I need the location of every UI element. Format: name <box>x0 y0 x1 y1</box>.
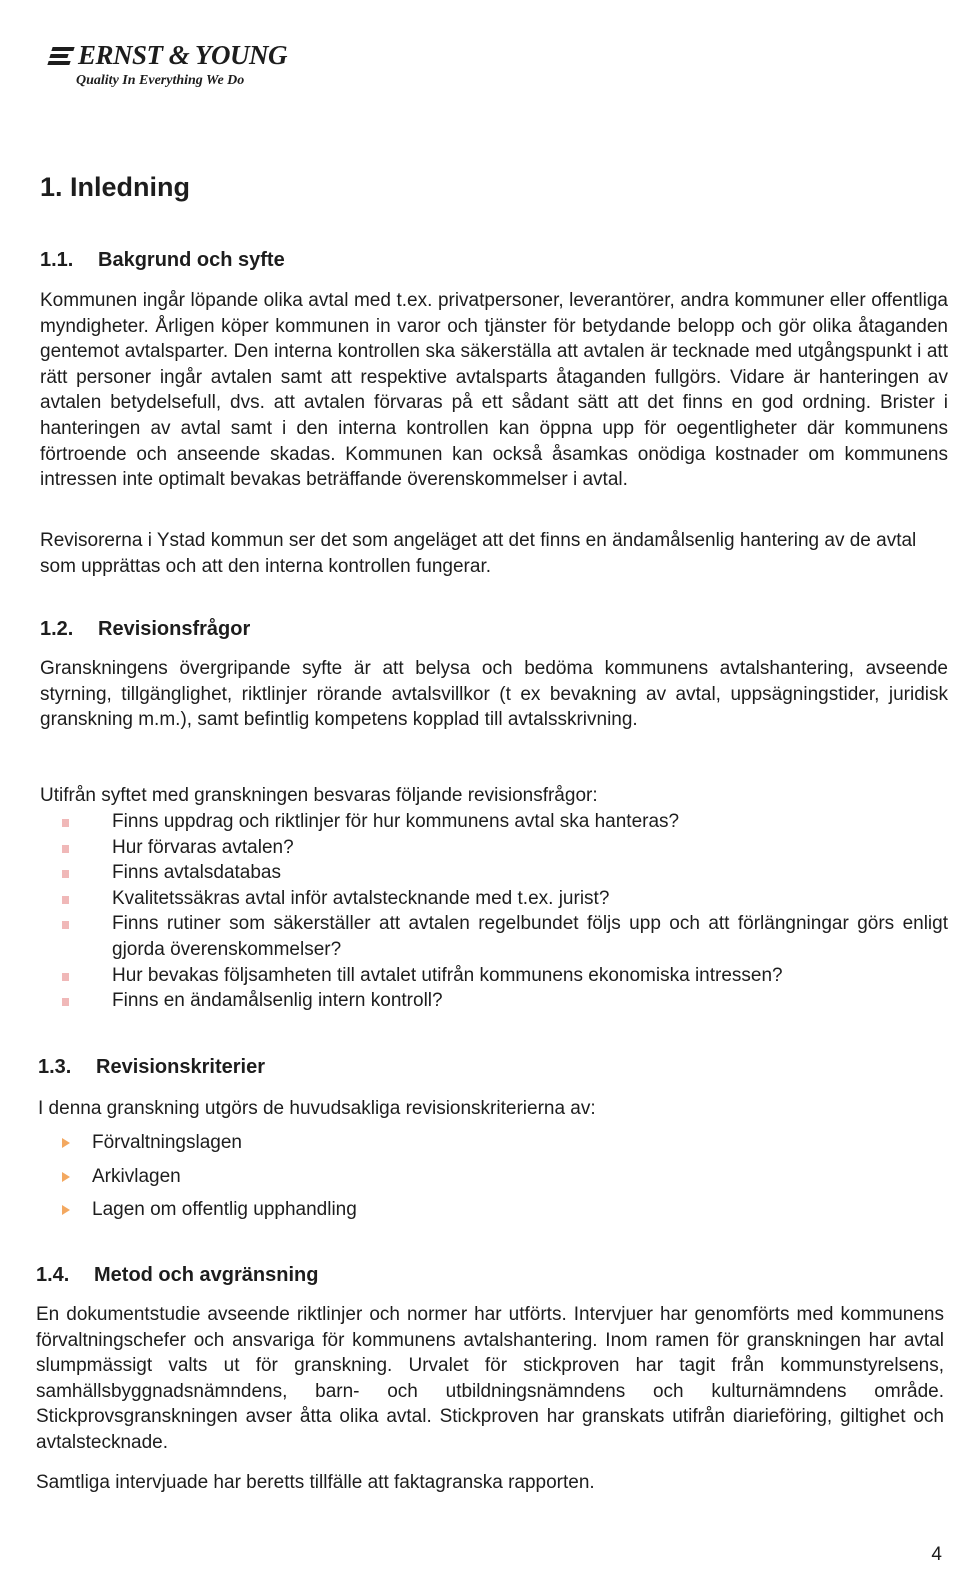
list-item: Kvalitetssäkras avtal inför avtalstecknande med t.ex. jurist? <box>40 886 948 912</box>
section-heading-1-2 <box>40 618 250 641</box>
list-item: Finns uppdrag och riktlinjer för hur kommunens avtal ska hanteras? <box>40 809 948 835</box>
section-title: Bakgrund och syfte <box>98 249 285 271</box>
paragraph: Samtliga intervjuade har beretts tillfälle att faktagranska rapporten. <box>36 1472 595 1493</box>
section-number: 1.3. <box>38 1056 72 1078</box>
paragraph: I denna granskning utgörs de huvudsakliga revisionskriterierna av: <box>38 1098 596 1119</box>
paragraph: Kommunen ingår löpande olika avtal med t.ex. privatpersoner, leverantörer, andra kommuner eller offentliga myndigheter. Årligen köper kommunen in varor och tjänster för betydande belopp och gör olika åtaganden gentemot avtalsparter. Den interna kontrollen ska säkerställa att avtalen är tecknade med utgångspunkt i att rätt personer ingår avtalen samt att respektive avtalsparts åtaganden fullgörs. Vidare är hanteringen av avtalen betydelsefull, dvs. att avtalen förvaras på ett sådant sätt att det finns en god ordning. Brister i hanteringen av avtal samt i den interna kontrollen kan öppna upp för oegentligheter där kommunens förtroende och anseende skadas. Kommunen kan också åsamkas onödiga kostnader om kommunens intressen inte optimalt bevakas beträffande överenskommelser i avtal. <box>40 290 948 491</box>
list-item: Arkivlagen <box>38 1164 918 1198</box>
logo-mark-icon <box>48 45 74 67</box>
paragraph: Granskningens övergripande syfte är att belysa och bedöma kommunens avtalshantering, avseende styrning, tillgänglighet, riktlinjer rörande avtalsvillkor (t ex bevakning av avtal, uppsägningstider, juridisk granskning m.m.), samt befintlig kompetens kopplad till avtalsskrivning. <box>40 658 948 731</box>
section-number: 1.1. <box>40 249 74 271</box>
list-item: Hur förvaras avtalen? <box>40 835 948 861</box>
chapter-title: 1. Inledning <box>40 172 191 202</box>
list-item: Hur bevakas följsamheten till avtalet utifrån kommunens ekonomiska intressen? <box>40 963 948 989</box>
paragraph: En dokumentstudie avseende riktlinjer och normer har utförts. Intervjuer har genomförts med kommunens förvaltningschefer och ansvariga för kommunens avtalshantering. Inom ramen för granskningen har avtal slumpmässigt valts ut för granskning. Urvalet för stickproven har tagit från kommunstyrelsens, samhällsbyggnadsnämndens, barn- och utbildningsnämndens och kulturnämndens område. Stickprovsgranskningen avser åtta olika avtal. Stickproven har granskats utifrån diarieföring, giltighet och avtalstecknade. <box>36 1304 944 1453</box>
page-number: 4 <box>931 1544 942 1565</box>
section-heading-1-1 <box>40 249 285 272</box>
section-title: Metod och avgränsning <box>94 1264 319 1286</box>
section-title: Revisionskriterier <box>96 1056 265 1078</box>
list-item: Lagen om offentlig upphandling <box>38 1197 918 1231</box>
ernst-young-logo <box>48 40 287 89</box>
list-item: Finns en ändamålsenlig intern kontroll? <box>40 988 948 1014</box>
paragraph: Revisorerna i Ystad kommun ser det som angeläget att det finns en ändamålsenlig hantering av de avtal som upprättas och att den interna kontrollen fungerar. <box>40 530 917 577</box>
section-number: 1.4. <box>36 1264 70 1286</box>
list-item: Finns rutiner som säkerställer att avtalen regelbundet följs upp och att förlängningar görs enligt gjorda överenskommelser? <box>40 911 948 962</box>
list-item: Förvaltningslagen <box>38 1130 918 1164</box>
section-heading-1-3 <box>38 1056 265 1079</box>
section-title: Revisionsfrågor <box>98 618 251 640</box>
paragraph: Utifrån syftet med granskningen besvaras följande revisionsfrågor: <box>40 785 598 806</box>
logo-tagline: Quality In Everything We Do <box>76 73 245 88</box>
list-item: Finns avtalsdatabas <box>40 860 948 886</box>
revision-criteria-list <box>38 1130 918 1231</box>
revision-questions-list <box>40 809 948 1014</box>
section-number: 1.2. <box>40 618 74 640</box>
section-heading-1-4 <box>36 1264 318 1287</box>
logo-name: ERNST & YOUNG <box>78 40 288 70</box>
